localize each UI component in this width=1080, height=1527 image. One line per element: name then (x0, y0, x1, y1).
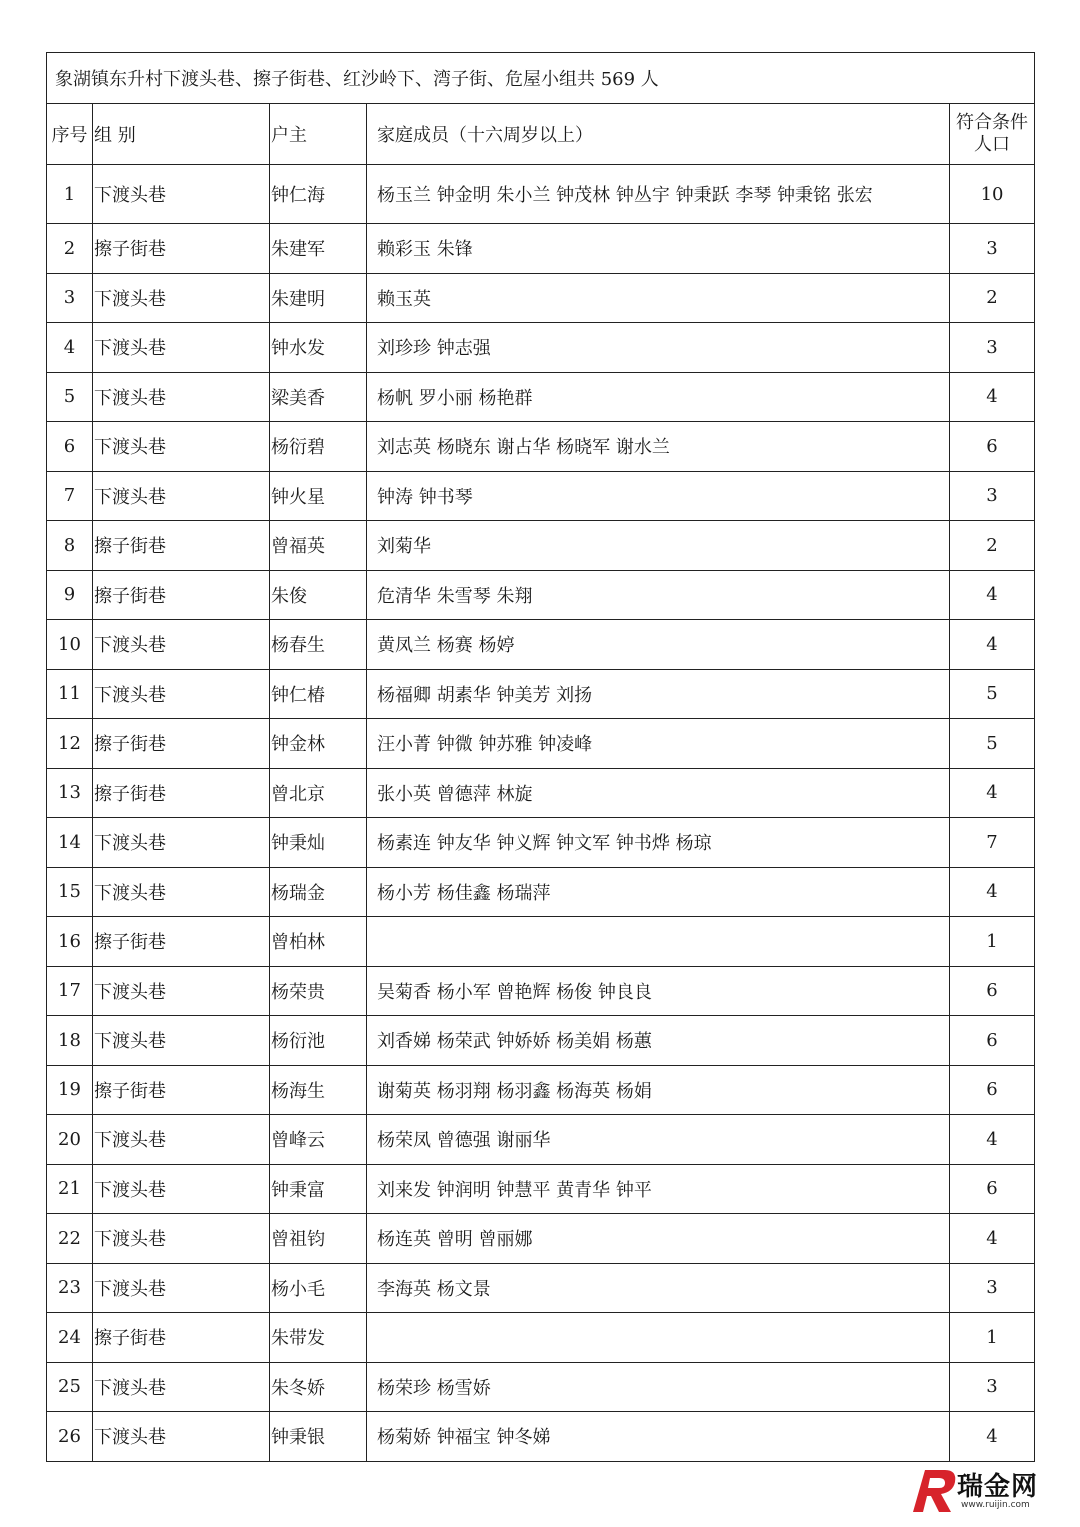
row-count: 3 (950, 471, 1035, 521)
row-count: 3 (950, 1263, 1035, 1313)
row-head: 梁美香 (270, 372, 367, 422)
row-group: 擦子街巷 (93, 570, 270, 620)
row-members (367, 1313, 950, 1363)
row-no: 2 (47, 224, 93, 274)
row-count: 5 (950, 719, 1035, 769)
table-title: 象湖镇东升村下渡头巷、擦子街巷、红沙岭下、湾子街、危屋小组共 569 人 (47, 53, 1035, 104)
row-head: 曾北京 (270, 768, 367, 818)
row-count: 3 (950, 224, 1035, 274)
row-count: 1 (950, 917, 1035, 967)
row-group: 下渡头巷 (93, 1214, 270, 1264)
row-head: 杨荣贵 (270, 966, 367, 1016)
header-count: 符合条件人口 (950, 104, 1035, 165)
row-group: 下渡头巷 (93, 966, 270, 1016)
row-members: 刘志英 杨晓东 谢占华 杨晓军 谢水兰 (367, 422, 950, 472)
row-count: 5 (950, 669, 1035, 719)
row-group: 下渡头巷 (93, 669, 270, 719)
row-group: 擦子街巷 (93, 1313, 270, 1363)
row-group: 下渡头巷 (93, 1115, 270, 1165)
ruijin-watermark (905, 1462, 1075, 1518)
row-head: 曾福英 (270, 521, 367, 571)
row-count: 2 (950, 521, 1035, 571)
row-no: 11 (47, 669, 93, 719)
table-body (47, 165, 1035, 1462)
row-no: 20 (47, 1115, 93, 1165)
row-no: 10 (47, 620, 93, 670)
row-head: 杨衍池 (270, 1016, 367, 1066)
row-no: 3 (47, 273, 93, 323)
row-count: 4 (950, 768, 1035, 818)
row-group: 下渡头巷 (93, 867, 270, 917)
row-members: 汪小菁 钟微 钟苏雅 钟凌峰 (367, 719, 950, 769)
row-no: 6 (47, 422, 93, 472)
row-no: 8 (47, 521, 93, 571)
table-row (47, 1115, 1035, 1165)
row-group: 下渡头巷 (93, 372, 270, 422)
table-row (47, 570, 1035, 620)
row-count: 1 (950, 1313, 1035, 1363)
row-members: 李海英 杨文景 (367, 1263, 950, 1313)
table-row (47, 669, 1035, 719)
header-members: 家庭成员（十六周岁以上） (367, 104, 950, 165)
row-no: 18 (47, 1016, 93, 1066)
row-head: 杨衍碧 (270, 422, 367, 472)
row-head: 曾祖钧 (270, 1214, 367, 1264)
row-members: 张小英 曾德萍 林旋 (367, 768, 950, 818)
row-no: 22 (47, 1214, 93, 1264)
row-count: 6 (950, 1016, 1035, 1066)
row-no: 4 (47, 323, 93, 373)
row-no: 21 (47, 1164, 93, 1214)
row-head: 朱带发 (270, 1313, 367, 1363)
row-count: 4 (950, 372, 1035, 422)
row-count: 4 (950, 1412, 1035, 1462)
row-members: 杨玉兰 钟金明 朱小兰 钟茂林 钟丛宇 钟秉跃 李琴 钟秉铭 张宏 (367, 165, 950, 224)
row-no: 15 (47, 867, 93, 917)
table-row (47, 1412, 1035, 1462)
table-row (47, 224, 1035, 274)
row-no: 19 (47, 1065, 93, 1115)
row-head: 钟仁椿 (270, 669, 367, 719)
title-row (47, 53, 1035, 104)
row-count: 3 (950, 1362, 1035, 1412)
row-members: 杨荣凤 曾德强 谢丽华 (367, 1115, 950, 1165)
row-no: 13 (47, 768, 93, 818)
row-group: 擦子街巷 (93, 768, 270, 818)
row-head: 曾柏林 (270, 917, 367, 967)
row-no: 17 (47, 966, 93, 1016)
row-count: 3 (950, 323, 1035, 373)
row-group: 下渡头巷 (93, 1412, 270, 1462)
row-no: 23 (47, 1263, 93, 1313)
row-head: 朱冬娇 (270, 1362, 367, 1412)
table-row (47, 1362, 1035, 1412)
row-head: 钟金林 (270, 719, 367, 769)
row-count: 4 (950, 1214, 1035, 1264)
table-row (47, 372, 1035, 422)
row-members: 赖玉英 (367, 273, 950, 323)
row-members: 杨福卿 胡素华 钟美芳 刘扬 (367, 669, 950, 719)
row-head: 杨瑞金 (270, 867, 367, 917)
ruijin-logo-icon (905, 1462, 961, 1518)
row-no: 14 (47, 818, 93, 868)
row-count: 4 (950, 570, 1035, 620)
row-head: 钟仁海 (270, 165, 367, 224)
row-head: 杨春生 (270, 620, 367, 670)
row-count: 6 (950, 1164, 1035, 1214)
row-no: 24 (47, 1313, 93, 1363)
row-members: 钟涛 钟书琴 (367, 471, 950, 521)
row-members: 赖彩玉 朱锋 (367, 224, 950, 274)
table-row (47, 471, 1035, 521)
row-members: 谢菊英 杨羽翔 杨羽鑫 杨海英 杨娟 (367, 1065, 950, 1115)
table-row (47, 620, 1035, 670)
table-row (47, 1065, 1035, 1115)
header-head: 户主 (270, 104, 367, 165)
row-members: 刘珍珍 钟志强 (367, 323, 950, 373)
row-no: 7 (47, 471, 93, 521)
row-group: 下渡头巷 (93, 273, 270, 323)
table-row (47, 273, 1035, 323)
row-group: 下渡头巷 (93, 471, 270, 521)
row-members: 杨小芳 杨佳鑫 杨瑞萍 (367, 867, 950, 917)
row-count: 4 (950, 867, 1035, 917)
row-head: 钟秉富 (270, 1164, 367, 1214)
table-row (47, 1016, 1035, 1066)
row-count: 2 (950, 273, 1035, 323)
table-row (47, 1164, 1035, 1214)
row-no: 1 (47, 165, 93, 224)
row-no: 25 (47, 1362, 93, 1412)
table-row (47, 1263, 1035, 1313)
row-group: 擦子街巷 (93, 521, 270, 571)
row-group: 下渡头巷 (93, 1362, 270, 1412)
row-group: 擦子街巷 (93, 1065, 270, 1115)
row-group: 下渡头巷 (93, 422, 270, 472)
row-no: 9 (47, 570, 93, 620)
row-no: 12 (47, 719, 93, 769)
row-members: 杨素连 钟友华 钟义辉 钟文军 钟书烨 杨琼 (367, 818, 950, 868)
row-members: 危清华 朱雪琴 朱翔 (367, 570, 950, 620)
row-count: 7 (950, 818, 1035, 868)
header-group: 组 别 (93, 104, 270, 165)
household-table-sheet (46, 52, 1034, 1462)
row-members: 刘菊华 (367, 521, 950, 571)
table-row (47, 867, 1035, 917)
row-members: 杨菊娇 钟福宝 钟冬娣 (367, 1412, 950, 1462)
row-group: 擦子街巷 (93, 917, 270, 967)
row-head: 朱建明 (270, 273, 367, 323)
row-head: 钟火星 (270, 471, 367, 521)
row-members: 刘来发 钟润明 钟慧平 黄青华 钟平 (367, 1164, 950, 1214)
table-row (47, 422, 1035, 472)
row-no: 5 (47, 372, 93, 422)
row-group: 下渡头巷 (93, 620, 270, 670)
table-row (47, 719, 1035, 769)
row-no: 16 (47, 917, 93, 967)
row-members: 黄凤兰 杨赛 杨婷 (367, 620, 950, 670)
watermark-text: 瑞金网 (957, 1472, 1039, 1502)
row-head: 曾峰云 (270, 1115, 367, 1165)
row-group: 下渡头巷 (93, 1016, 270, 1066)
row-group: 下渡头巷 (93, 818, 270, 868)
row-members: 杨帆 罗小丽 杨艳群 (367, 372, 950, 422)
row-head: 杨小毛 (270, 1263, 367, 1313)
row-count: 4 (950, 620, 1035, 670)
row-head: 钟秉银 (270, 1412, 367, 1462)
row-count: 6 (950, 966, 1035, 1016)
row-no: 26 (47, 1412, 93, 1462)
row-group: 下渡头巷 (93, 165, 270, 224)
row-members: 吴菊香 杨小军 曾艳辉 杨俊 钟良良 (367, 966, 950, 1016)
row-members: 杨连英 曾明 曾丽娜 (367, 1214, 950, 1264)
row-head: 朱建军 (270, 224, 367, 274)
row-members: 杨荣珍 杨雪娇 (367, 1362, 950, 1412)
row-count: 10 (950, 165, 1035, 224)
row-members: 刘香娣 杨荣武 钟娇娇 杨美娟 杨蕙 (367, 1016, 950, 1066)
watermark-url: www.ruijin.com (961, 1500, 1030, 1510)
household-table (46, 52, 1035, 1462)
table-row (47, 917, 1035, 967)
table-row (47, 521, 1035, 571)
row-members (367, 917, 950, 967)
header-no: 序号 (47, 104, 93, 165)
row-group: 下渡头巷 (93, 1164, 270, 1214)
row-head: 朱俊 (270, 570, 367, 620)
row-group: 下渡头巷 (93, 1263, 270, 1313)
table-row (47, 818, 1035, 868)
row-count: 6 (950, 1065, 1035, 1115)
row-count: 6 (950, 422, 1035, 472)
row-head: 钟水发 (270, 323, 367, 373)
header-row (47, 104, 1035, 165)
table-row (47, 966, 1035, 1016)
row-group: 下渡头巷 (93, 323, 270, 373)
table-row (47, 165, 1035, 224)
row-head: 杨海生 (270, 1065, 367, 1115)
table-row (47, 1214, 1035, 1264)
table-row (47, 1313, 1035, 1363)
table-row (47, 323, 1035, 373)
table-row (47, 768, 1035, 818)
row-count: 4 (950, 1115, 1035, 1165)
row-head: 钟秉灿 (270, 818, 367, 868)
row-group: 擦子街巷 (93, 224, 270, 274)
row-group: 擦子街巷 (93, 719, 270, 769)
